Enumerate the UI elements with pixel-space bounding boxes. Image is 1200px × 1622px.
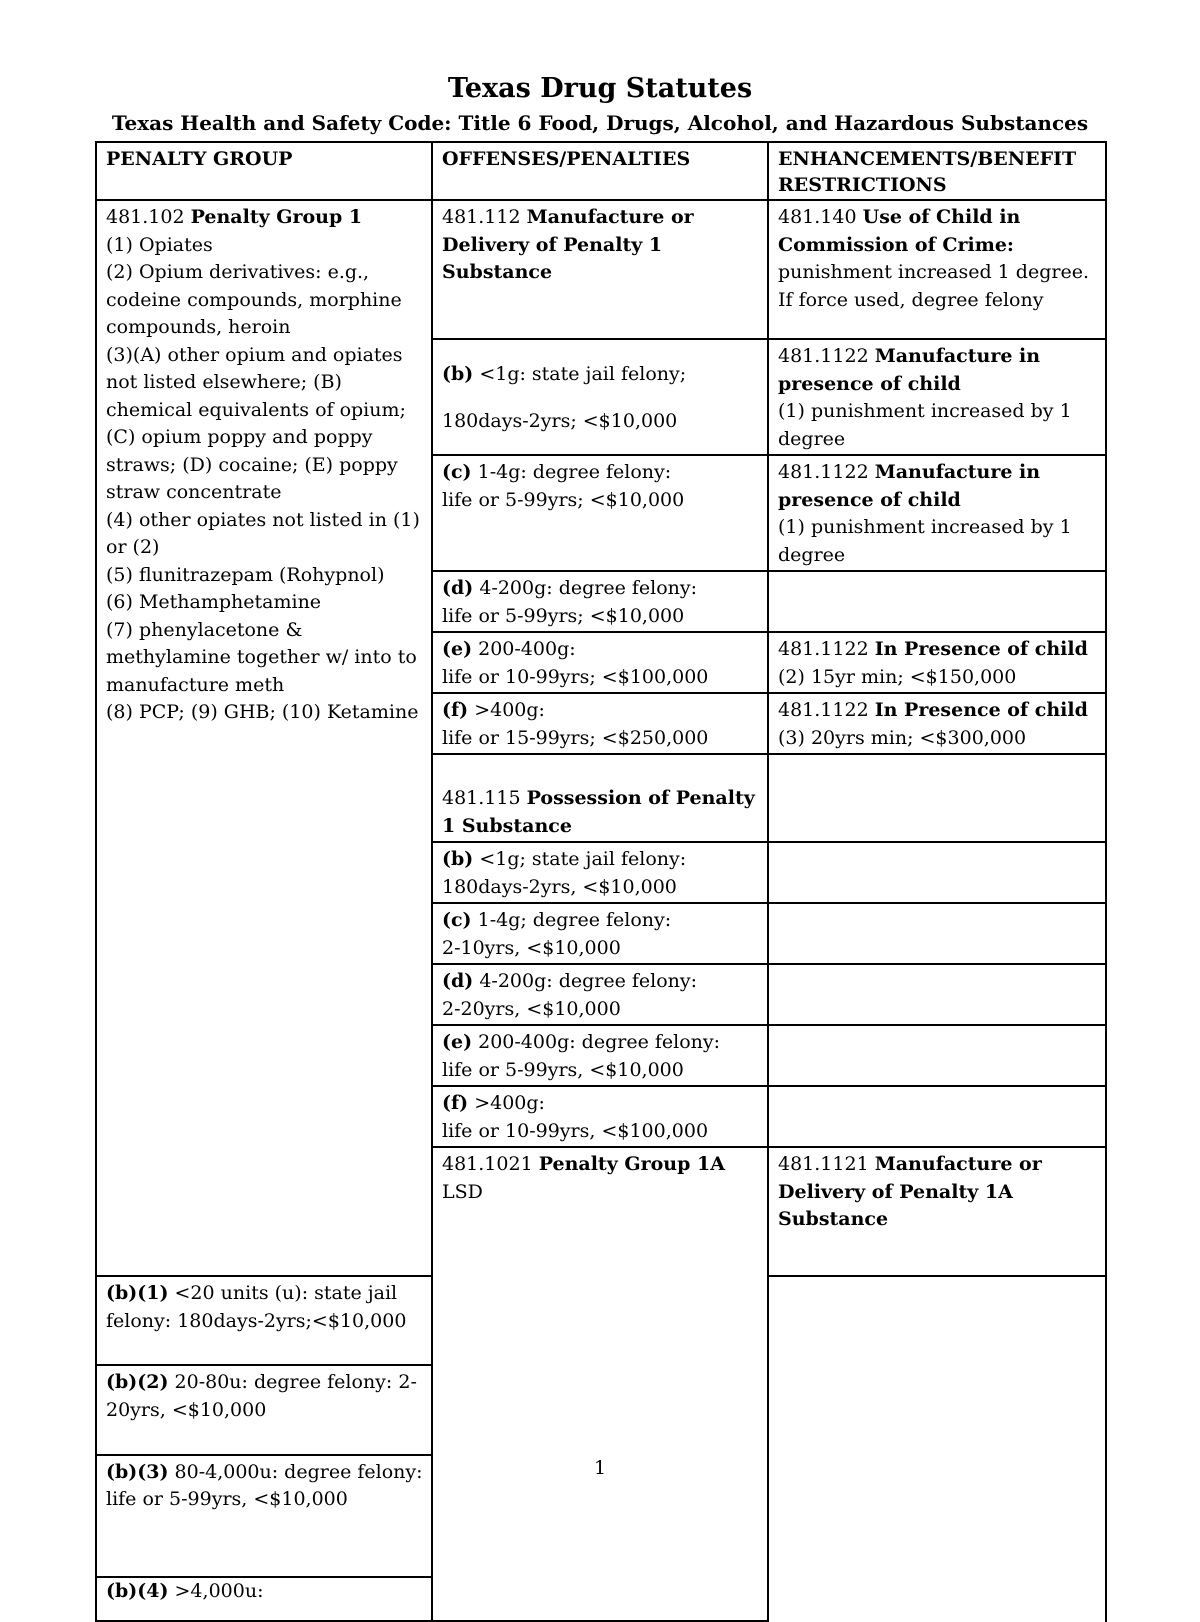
enh-presence-3-cell: 481.1122 In Presence of child (2) 15yr min; <$150,000 (768, 632, 1106, 693)
manufacture-1-d-cell: (d) 4-200g: degree felony: life or 5-99yrs; <$10,000 (432, 571, 768, 632)
enh-empty-cell (768, 842, 1106, 903)
enh-presence-4-cell: 481.1122 In Presence of child (3) 20yrs min; <$300,000 (768, 693, 1106, 754)
manufacture-1-f-cell: (f) >400g: life or 15-99yrs; <$250,000 (432, 693, 768, 754)
penalty-group-1-item: (7) phenylacetone & methylamine together w/ into to manufacture meth (106, 618, 417, 696)
page-number: 1 (593, 1457, 607, 1479)
manufacture-1a-b1-cell: (b)(1) <20 units (u): state jail felony: 180days-2yrs;<$10,000 (96, 1276, 432, 1365)
manufacture-1-b-cell: (b) <1g: state jail felony; 180days-2yrs; <$10,000 (432, 339, 768, 455)
manufacture-1a-heading-cell: 481.1121 Manufacture or Delivery of Penalty 1A Substance (768, 1147, 1106, 1276)
header-penalty-group: PENALTY GROUP (96, 142, 432, 200)
manufacture-1a-b3-cell: (b)(3) 80-4,000u: degree felony: life or 5-99yrs, <$10,000 (96, 1455, 432, 1578)
enh-empty-cell (768, 964, 1106, 1025)
penalty-group-1-item: (3)(A) other opium and opiates not listed elsewhere; (B) chemical equivalents of opium; (C) opium poppy and poppy straws; (D) cocaine; (E) poppy straw concentrate (106, 343, 406, 503)
manufacture-1-heading-cell: 481.112 Manufacture or Delivery of Penalty 1 Substance (432, 200, 768, 339)
enh-empty-cell (768, 1086, 1106, 1147)
penalty-group-1-item: (5) flunitrazepam (Rohypnol) (106, 563, 385, 586)
statutes-table (95, 141, 1107, 1622)
possession-1-c-cell: (c) 1-4g; degree felony: 2-10yrs, <$10,000 (432, 903, 768, 964)
enh-presence-2-cell: 481.1122 Manufacture in presence of child (1) punishment increased by 1 degree (768, 455, 1106, 571)
header-offenses-penalties: OFFENSES/PENALTIES (432, 142, 768, 200)
possession-1-e-cell: (e) 200-400g: degree felony: life or 5-99yrs, <$10,000 (432, 1025, 768, 1086)
enh-child-use-cell: 481.140 Use of Child in Commission of Crime: punishment increased 1 degree. If force used, degree felony (768, 200, 1106, 339)
penalty-group-1-heading: 481.102 Penalty Group 1 (106, 206, 363, 228)
enh-empty-cell (768, 754, 1106, 842)
penalty-group-1a-heading: 481.1021 Penalty Group 1A (442, 1153, 725, 1175)
manufacture-1a-b2-cell: (b)(2) 20-80u: degree felony: 2-20yrs, <$10,000 (96, 1365, 432, 1454)
document-subtitle: Texas Health and Safety Code: Title 6 Food, Drugs, Alcohol, and Hazardous Substances (111, 111, 1089, 135)
table-row (96, 200, 1106, 339)
header-enhancements: ENHANCEMENTS/BENEFIT RESTRICTIONS (768, 142, 1106, 200)
penalty-group-1-cell (96, 200, 432, 1276)
penalty-group-1-item: (1) Opiates (106, 233, 213, 256)
table-header-row (96, 142, 1106, 200)
penalty-group-1-item: (8) PCP; (9) GHB; (10) Ketamine (106, 701, 419, 723)
document-title: Texas Drug Statutes (447, 73, 753, 104)
manufacture-1a-b4-cell: (b)(4) >4,000u: (96, 1577, 432, 1620)
penalty-group-1-item: (4) other opiates not listed in (1) or (2) (106, 508, 420, 558)
enh-presence-1-cell: 481.1122 Manufacture in presence of child (1) punishment increased by 1 degree (768, 339, 1106, 455)
possession-1-heading-cell: 481.115 Possession of Penalty 1 Substance (432, 754, 768, 842)
penalty-group-1a-cell (432, 1147, 768, 1621)
manufacture-1-c-cell: (c) 1-4g: degree felony: life or 5-99yrs; <$10,000 (432, 455, 768, 571)
manufacture-1-e-cell: (e) 200-400g: life or 10-99yrs; <$100,000 (432, 632, 768, 693)
penalty-group-1a-item: LSD (442, 1180, 483, 1203)
penalty-group-1-item: (2) Opium derivatives: e.g., codeine compounds, morphine compounds, heroin (106, 261, 402, 338)
possession-1-b-cell: (b) <1g; state jail felony: 180days-2yrs, <$10,000 (432, 842, 768, 903)
possession-1-d-cell: (d) 4-200g: degree felony: 2-20yrs, <$10,000 (432, 964, 768, 1025)
possession-1-f-cell: (f) >400g: life or 10-99yrs, <$100,000 (432, 1086, 768, 1147)
enh-empty-cell (768, 903, 1106, 964)
enh-empty-cell (768, 1025, 1106, 1086)
enh-empty-cell (768, 571, 1106, 632)
penalty-group-1-item: (6) Methamphetamine (106, 591, 322, 613)
